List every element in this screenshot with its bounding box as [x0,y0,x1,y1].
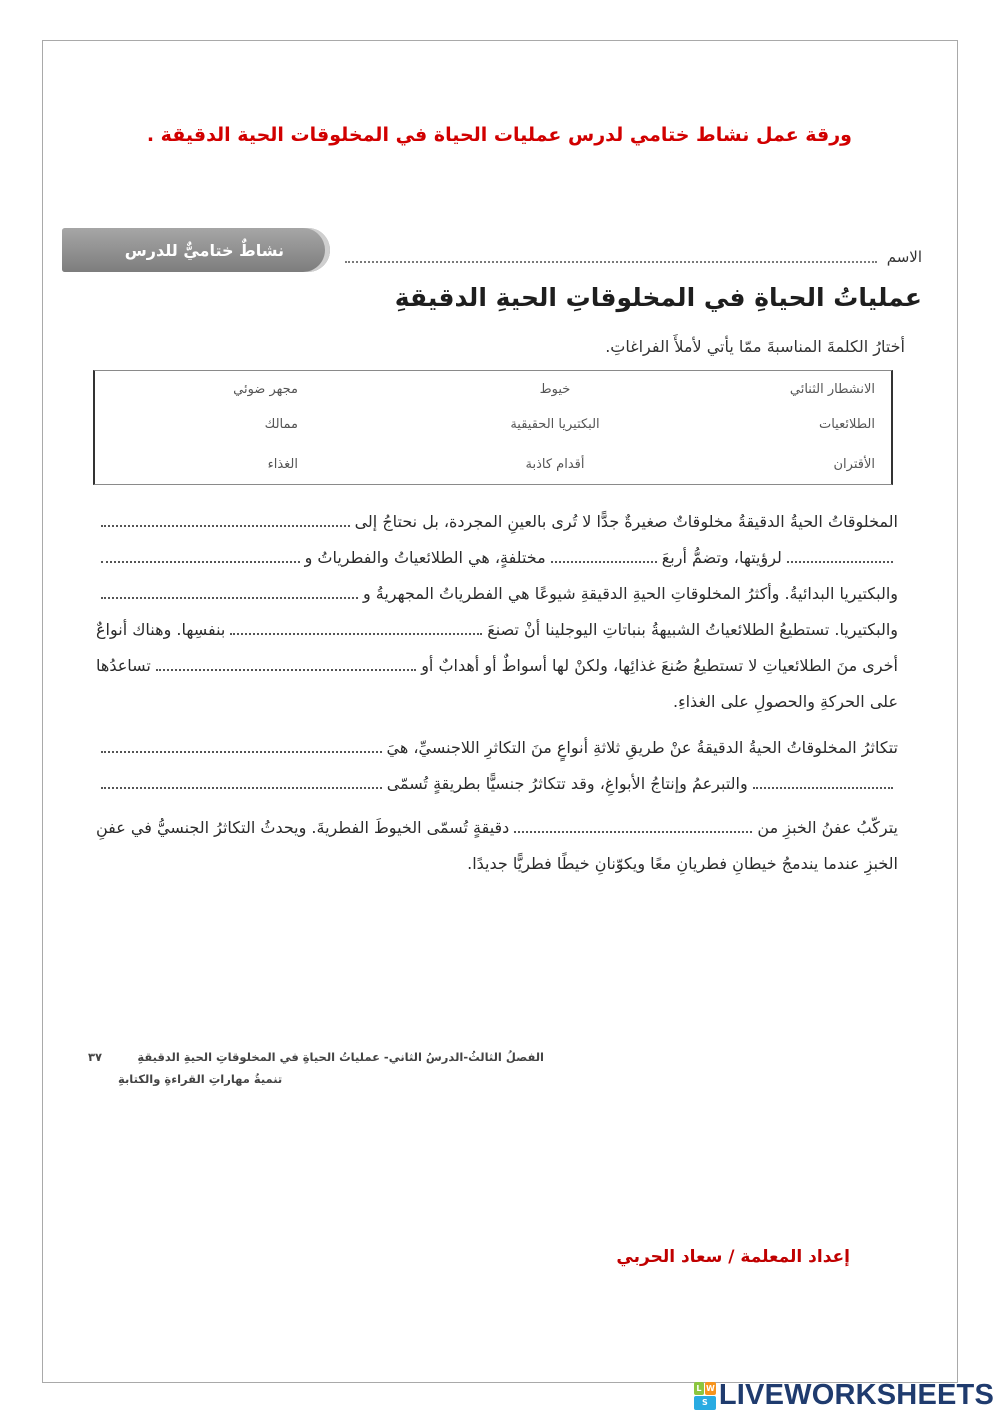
teacher-credit: إعداد المعلمة / سعاد الحربي [616,1247,850,1267]
word-bank-item: الأقتران [833,457,875,472]
paragraph-line [96,504,898,540]
lesson-title: عملياتُ الحياةِ في المخلوقاتِ الحيةِ الدقيقةِ [394,283,922,312]
fill-in-blank[interactable] [101,596,358,599]
word-bank-item: الغذاء [267,457,298,472]
activity-banner [62,228,330,272]
paragraph-line [96,612,898,648]
footer-subtitle: تنميةُ مهاراتِ القراءةِ والكتابةِ [118,1072,283,1086]
fill-in-blank[interactable] [101,750,382,753]
paragraph-line [96,730,898,766]
footer-chapter-row [88,1046,544,1068]
liveworksheets-logo-icon [694,1382,716,1410]
fill-in-blank[interactable] [101,524,350,527]
fill-in-blank[interactable] [156,668,416,671]
fill-in-blank[interactable] [101,786,382,789]
fill-in-blank[interactable] [787,560,893,563]
paragraph-line [96,684,898,720]
liveworksheets-brand[interactable] [694,1381,994,1410]
text-segment: تتكاثرُ المخلوقاتُ الحيةُ الدقيقةُ عنْ طريقِ ثلاثةِ أنواعٍ منَ التكاثرِ اللاجنسيِّ، هيَ [386,738,898,757]
fill-in-blank[interactable] [101,560,300,563]
text-segment: دقيقةٍ تُسمّى الخيوطَ الفطريةَ. ويحدثُ التكاثرُ الجنسيُّ في عفنِ [96,818,510,837]
fill-in-blank[interactable] [514,830,752,833]
text-segment: أخرى منَ الطلائعياتِ لا تستطيعُ صُنعَ غذائِها، ولكنْ لها أسواطٌ أو أهدابٌ أو [421,656,898,675]
word-bank-item: مجهر ضوئي [233,382,298,397]
text-segment: على الحركةِ والحصولِ على الغذاءِ. [672,692,898,711]
word-bank-item: البكتيريا الحقيقية [510,417,600,432]
paragraph-line [96,576,898,612]
page-number: ٣٧ [88,1050,103,1064]
word-bank-item: ممالك [264,417,298,432]
fill-in-blank[interactable] [551,560,657,563]
word-bank-item: الانشطار الثنائي [789,382,875,397]
page-footer [88,1046,544,1090]
word-bank-item: أقدام كاذبة [525,457,585,472]
text-segment: والتبرعمُ وإنتاجُ الأبواغِ، وقد تتكاثرُ جنسيًّا بطريقةٍ تُسمّى [386,774,748,793]
word-bank-item: خيوط [539,382,571,397]
text-segment: مختلفةٍ، هي الطلائعياتُ والفطرياتُ و [304,548,546,567]
paragraph-line [96,810,898,846]
worksheet-title: ورقة عمل نشاط ختامي لدرس عمليات الحياة في المخلوقات الحية الدقيقة . [146,124,852,146]
student-name-blank[interactable] [345,261,877,263]
text-segment: المخلوقاتُ الحيةُ الدقيقةُ مخلوقاتٌ صغيرةٌ جدًّا لا تُرى بالعينِ المجردة، بل نحتاجُ إلى [354,512,898,531]
paragraph-reproduction [96,730,898,802]
word-bank-row [95,414,891,436]
word-bank-row [95,379,891,401]
liveworksheets-wordmark: LIVEWORKSHEETS [718,1379,994,1411]
logo-letter-w: W [705,1383,715,1393]
logo-letter-s: S [694,1396,716,1410]
student-name-label: الاسم [886,248,922,266]
fill-in-blank[interactable] [753,786,893,789]
text-segment: والبكتيريا. تستطيعُ الطلائعياتُ الشبيهةُ بنباتاتِ اليوجلينا أنْ تصنعَ [487,620,898,639]
word-bank-box [93,370,893,485]
word-bank-item: الطلائعيات [818,417,875,432]
footer-chapter-text: الفصلُ الثالثُ-الدرسُ الثاني- عملياتُ الحياةِ في المخلوقاتِ الحيةِ الدقيقةِ [137,1050,544,1064]
text-segment: تساعدُها [96,656,151,675]
text-segment: بنفسِها. وهناك أنواعٌ [96,620,226,639]
fill-in-blank[interactable] [230,632,482,635]
text-segment: يتركّبُ عفنُ الخبزِ من [757,818,898,837]
text-segment: الخبزِ عندما يندمجُ خيطانِ فطريانِ معًا ويكوّنانِ خيطًا فطريًّا جديدًا. [467,854,898,873]
text-segment: والبكتيريا البدائيةُ. وأكثرُ المخلوقاتِ الحيةِ الدقيقةِ شيوعًا هي الفطرياتُ المجهريةُ و [362,584,898,603]
paragraph-line [96,766,898,802]
paragraph-line [96,846,898,882]
paragraph-line [96,540,898,576]
text-segment: لرؤيتها، وتضمُّ أربعَ [661,548,782,567]
instruction-text: أختارُ الكلمةَ المناسبةَ ممّا يأتي لأملأَ الفراغاتِ. [605,337,905,356]
activity-banner-label: نشاطٌ ختاميٌّ للدرس [124,240,284,260]
word-bank-row [95,454,891,476]
logo-letter-l: L [694,1382,704,1395]
paragraph-bread-mold [96,810,898,882]
paragraph-microorganisms [96,504,898,720]
student-name-row [345,246,922,268]
paragraph-line [96,648,898,684]
